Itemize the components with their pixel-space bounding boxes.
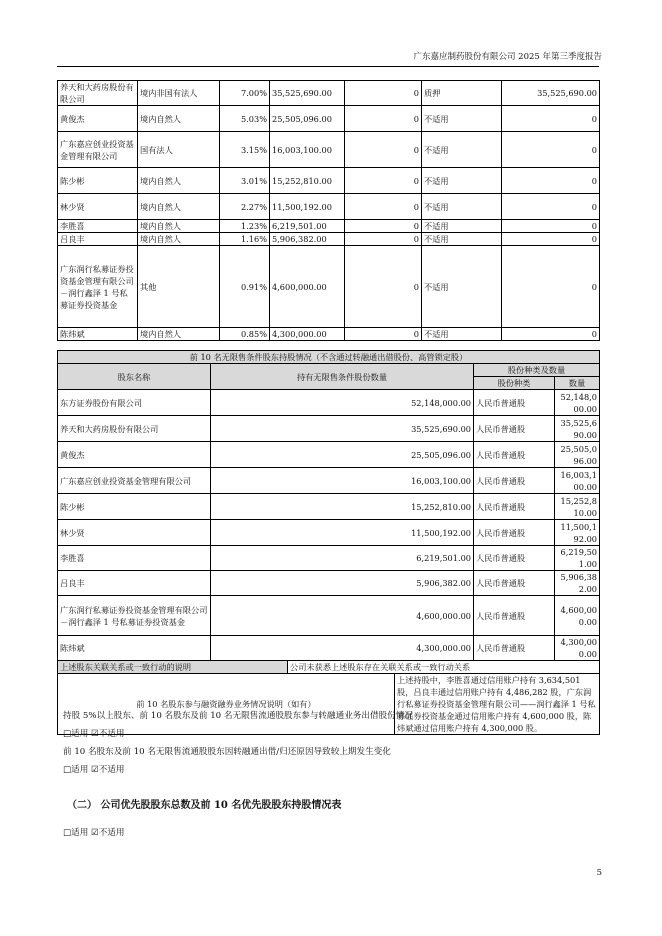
table-row — [58, 390, 600, 416]
pledge-quantity: 0 — [502, 168, 600, 194]
pledge-quantity: 0 — [502, 106, 600, 132]
shareholder-name: 林少贤 — [58, 520, 211, 546]
share-quantity: 25,505,096.00 — [555, 442, 600, 468]
lending-option: □适用 ☑不适用 — [63, 729, 125, 739]
shareholder-type: 境内自然人 — [138, 233, 220, 246]
pledge-quantity: 0 — [502, 246, 600, 328]
pledge-quantity: 0 — [502, 132, 600, 168]
unrestricted-count: 15,252,810.00 — [211, 494, 474, 520]
table-row — [58, 194, 600, 220]
restricted-shares: 0 — [345, 168, 422, 194]
pledge-status: 不适用 — [422, 246, 502, 328]
margin-text: 上述持股中，李胜喜通过信用账户持有 3,634,501 股，吕良丰通过信用账户持有 4,486,282 股，广东润行私募证券投资基金管理有限公司——润行鑫泽 1 号私募证券投资基金通过信用账户持有 4,600,000 股，陈炜斌通过信用账户持有 4,300,000 股。 — [395, 674, 600, 735]
shareholder-type: 境内非国有法人 — [138, 81, 220, 106]
margin-row — [58, 674, 600, 735]
lending-note: 持股 5%以上股东、前 10 名股东及前 10 名无限售流通股股东参与转融通业务出借股份情况 — [63, 711, 413, 721]
unrestricted-count: 16,003,100.00 — [211, 468, 474, 494]
unrestricted-title: 前 10 名无限售条件股东持股情况（不含通过转融通出借股份、高管锁定股） — [58, 351, 600, 364]
shareholder-type: 境内自然人 — [138, 194, 220, 220]
page-number: 5 — [596, 868, 602, 878]
unrestricted-count: 6,219,501.00 — [211, 546, 474, 571]
holding-percent: 5.03% — [220, 106, 270, 132]
share-kind: 人民币普通股 — [474, 546, 555, 571]
table-row — [58, 132, 600, 168]
shareholder-name: 吕良丰 — [58, 233, 138, 246]
pledge-status: 不适用 — [422, 328, 502, 341]
shareholder-name: 广东嘉应创业投资基金管理有限公司 — [58, 468, 211, 494]
table-row — [58, 246, 600, 328]
restricted-shares: 0 — [345, 132, 422, 168]
share-quantity: 6,219,501.00 — [555, 546, 600, 571]
unrestricted-shareholders-table — [57, 350, 600, 735]
unrestricted-count: 52,148,000.00 — [211, 390, 474, 416]
table-row — [58, 328, 600, 341]
shareholder-name: 养天和大药房股份有限公司 — [58, 81, 138, 106]
col-header-kind-group: 股份种类及数量 — [474, 364, 600, 377]
col-header-name: 股东名称 — [58, 364, 211, 390]
holding-percent: 3.15% — [220, 132, 270, 168]
change-option: □适用 ☑不适用 — [63, 765, 125, 775]
shareholder-name: 陈少彬 — [58, 494, 211, 520]
share-quantity: 15,252,810.00 — [555, 494, 600, 520]
relation-label: 上述股东关联关系或一致行动的说明 — [58, 661, 288, 674]
pledge-quantity: 0 — [502, 233, 600, 246]
table-row — [58, 571, 600, 596]
relation-row — [58, 661, 600, 674]
share-kind: 人民币普通股 — [474, 571, 555, 596]
col-header-count: 持有无限售条件股份数量 — [211, 364, 474, 390]
shareholder-type: 境内自然人 — [138, 168, 220, 194]
shareholder-name: 东方证券股份有限公司 — [58, 390, 211, 416]
shareholder-name: 林少贤 — [58, 194, 138, 220]
table-row — [58, 468, 600, 494]
holding-percent: 2.27% — [220, 194, 270, 220]
relation-text: 公司未获悉上述股东存在关联关系或一致行动关系 — [288, 661, 600, 674]
unrestricted-count: 35,525,690.00 — [211, 416, 474, 442]
restricted-shares: 0 — [345, 328, 422, 341]
table-row — [58, 168, 600, 194]
table-row — [58, 546, 600, 571]
top10-shareholders-table — [57, 80, 600, 341]
holding-percent: 1.16% — [220, 233, 270, 246]
restricted-shares: 0 — [345, 106, 422, 132]
table-row — [58, 416, 600, 442]
unrestricted-count: 11,500,192.00 — [211, 520, 474, 546]
pledge-quantity: 35,525,690.00 — [502, 81, 600, 106]
pledge-status: 不适用 — [422, 168, 502, 194]
share-kind: 人民币普通股 — [474, 468, 555, 494]
shareholder-name: 李胜喜 — [58, 546, 211, 571]
holding-percent: 1.23% — [220, 220, 270, 233]
preferred-section-title: （二） 公司优先股股东总数及前 10 名优先股股东持股情况表 — [67, 800, 342, 811]
table-row — [58, 233, 600, 246]
pledge-status: 不适用 — [422, 194, 502, 220]
pledge-quantity: 0 — [502, 194, 600, 220]
pledge-status: 不适用 — [422, 233, 502, 246]
holding-percent: 3.01% — [220, 168, 270, 194]
share-kind: 人民币普通股 — [474, 596, 555, 636]
shares-held: 16,003,100.00 — [270, 132, 345, 168]
shares-held: 4,300,000.00 — [270, 328, 345, 341]
shares-held: 35,525,690.00 — [270, 81, 345, 106]
change-note: 前 10 名股东及前 10 名无限售流通股股东因转融通出借/归还原因导致较上期发生变化 — [63, 747, 391, 757]
share-kind: 人民币普通股 — [474, 520, 555, 546]
table-row — [58, 106, 600, 132]
table-row — [58, 636, 600, 661]
col-header-qty: 数量 — [555, 377, 600, 390]
share-quantity: 52,148,000.00 — [555, 390, 600, 416]
share-kind: 人民币普通股 — [474, 636, 555, 661]
shareholder-type: 境内自然人 — [138, 328, 220, 341]
shares-held: 15,252,810.00 — [270, 168, 345, 194]
share-kind: 人民币普通股 — [474, 416, 555, 442]
shareholder-name: 吕良丰 — [58, 571, 211, 596]
share-quantity: 16,003,100.00 — [555, 468, 600, 494]
unrestricted-count: 4,600,000.00 — [211, 596, 474, 636]
table-row — [58, 494, 600, 520]
shareholder-name: 广东润行私募证券投资基金管理有限公司－润行鑫泽 1 号私募证券投资基金 — [58, 246, 138, 328]
table-row — [58, 520, 600, 546]
shareholder-type: 境内自然人 — [138, 220, 220, 233]
shareholder-name: 陈炜斌 — [58, 636, 211, 661]
table-row — [58, 220, 600, 233]
share-quantity: 4,300,000.00 — [555, 636, 600, 661]
unrestricted-count: 5,906,382.00 — [211, 571, 474, 596]
pledge-status: 不适用 — [422, 132, 502, 168]
shares-held: 4,600,000.00 — [270, 246, 345, 328]
shareholder-name: 养天和大药房股份有限公司 — [58, 416, 211, 442]
shares-held: 5,906,382.00 — [270, 233, 345, 246]
unrestricted-count: 4,300,000.00 — [211, 636, 474, 661]
holding-percent: 0.85% — [220, 328, 270, 341]
table-row — [58, 442, 600, 468]
share-quantity: 11,500,192.00 — [555, 520, 600, 546]
shareholder-name: 黄俊杰 — [58, 442, 211, 468]
share-kind: 人民币普通股 — [474, 390, 555, 416]
report-header: 广东嘉应制药股份有限公司 2025 年第三季度报告 — [413, 52, 602, 62]
shareholder-type: 其他 — [138, 246, 220, 328]
pledge-status: 质押 — [422, 81, 502, 106]
preferred-option: □适用 ☑不适用 — [63, 828, 125, 838]
pledge-status: 不适用 — [422, 220, 502, 233]
pledge-quantity: 0 — [502, 328, 600, 341]
restricted-shares: 0 — [345, 194, 422, 220]
shareholder-name: 广东嘉应创业投资基金管理有限公司 — [58, 132, 138, 168]
table-row — [58, 596, 600, 636]
share-kind: 人民币普通股 — [474, 442, 555, 468]
shares-held: 6,219,501.00 — [270, 220, 345, 233]
restricted-shares: 0 — [345, 81, 422, 106]
table-row — [58, 81, 600, 106]
shareholder-type: 国有法人 — [138, 132, 220, 168]
holding-percent: 7.00% — [220, 81, 270, 106]
margin-label: 前 10 名股东参与融资融券业务情况说明（如有） — [58, 674, 395, 735]
share-kind: 人民币普通股 — [474, 494, 555, 520]
share-quantity: 35,525,690.00 — [555, 416, 600, 442]
header-rule — [57, 66, 599, 67]
restricted-shares: 0 — [345, 246, 422, 328]
pledge-quantity: 0 — [502, 220, 600, 233]
shareholder-name: 黄俊杰 — [58, 106, 138, 132]
shareholder-name: 广东润行私募证券投资基金管理有限公司－润行鑫泽 1 号私募证券投资基金 — [58, 596, 211, 636]
shareholder-name: 陈少彬 — [58, 168, 138, 194]
shareholder-name: 陈炜斌 — [58, 328, 138, 341]
pledge-status: 不适用 — [422, 106, 502, 132]
col-header-kind: 股份种类 — [474, 377, 555, 390]
shareholder-type: 境内自然人 — [138, 106, 220, 132]
shares-held: 25,505,096.00 — [270, 106, 345, 132]
restricted-shares: 0 — [345, 220, 422, 233]
holding-percent: 0.91% — [220, 246, 270, 328]
unrestricted-count: 25,505,096.00 — [211, 442, 474, 468]
share-quantity: 5,906,382.00 — [555, 571, 600, 596]
share-quantity: 4,600,000.00 — [555, 596, 600, 636]
restricted-shares: 0 — [345, 233, 422, 246]
shareholder-name: 李胜喜 — [58, 220, 138, 233]
shares-held: 11,500,192.00 — [270, 194, 345, 220]
